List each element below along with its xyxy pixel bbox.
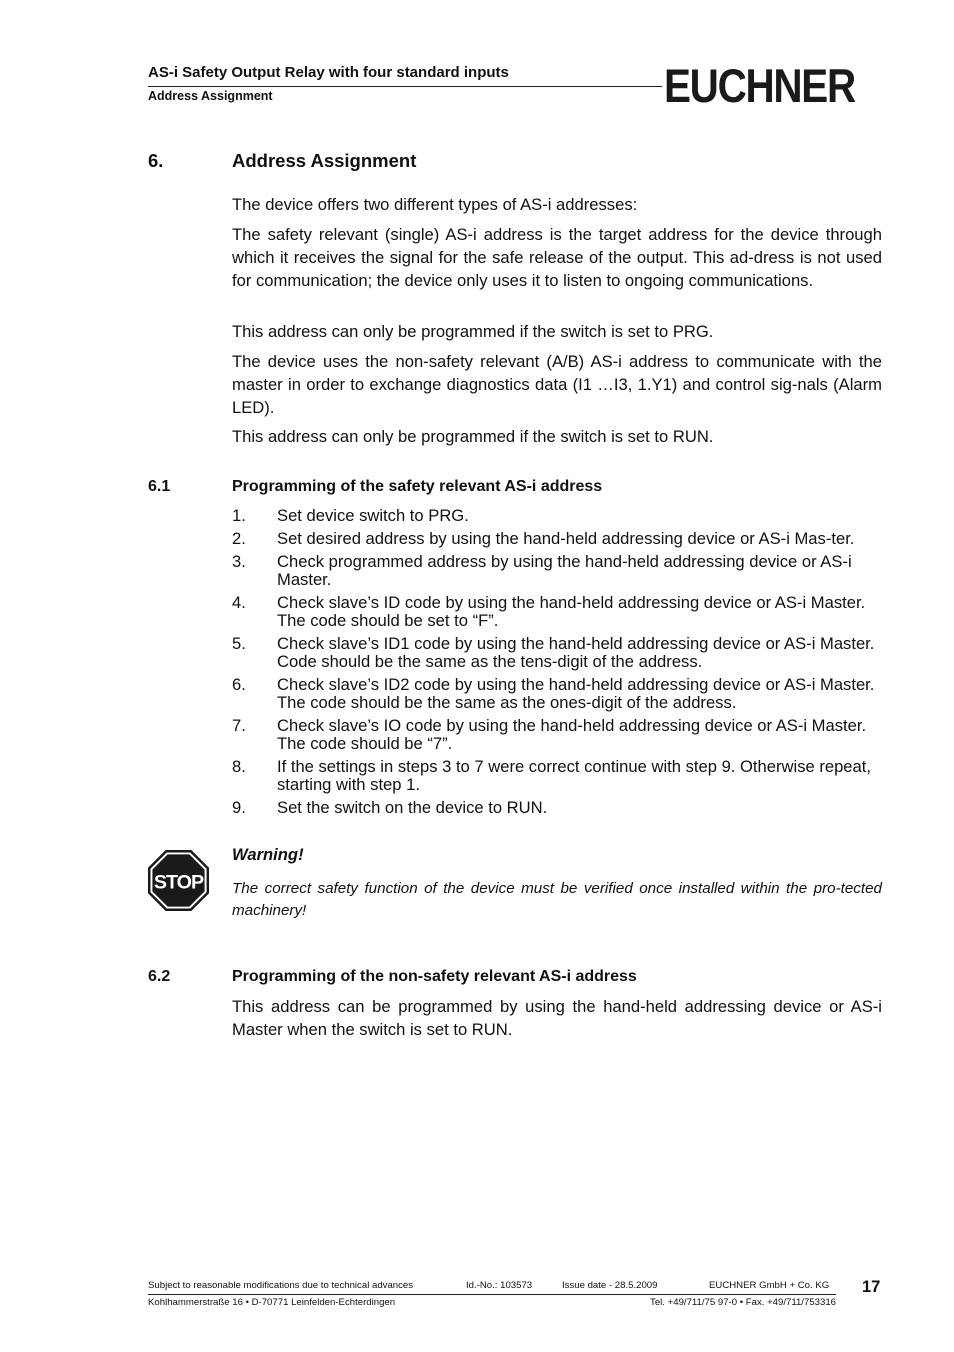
document-title: AS-i Safety Output Relay with four standard inputs xyxy=(148,64,509,81)
stop-sign-icon xyxy=(147,849,210,912)
section-6-2-number: 6.2 xyxy=(148,968,171,985)
step-text: Check slave’s ID code by using the hand-held addressing device or AS-i Master. The code should be set to “F”. xyxy=(277,593,866,630)
section-6-paragraph-1: The device offers two different types of AS-i addresses: xyxy=(232,195,638,214)
step-text: Check slave’s ID2 code by using the hand-held addressing device or AS-i Master. The code should be the same as the ones-digit of the address. xyxy=(277,675,875,712)
warning-text: The correct safety function of the device must be verified once installed within the pro-tected machinery! xyxy=(232,880,882,919)
footer-company: EUCHNER GmbH + Co. KG xyxy=(709,1280,830,1291)
section-6-paragraph-5: This address can only be programmed if the switch is set to RUN. xyxy=(232,427,714,446)
step-text: Check slave’s IO code by using the hand-held addressing device or AS-i Master. The code should be “7”. xyxy=(277,716,867,753)
footer-contact: Tel. +49/711/75 97-0 • Fax. +49/711/753316 xyxy=(650,1297,836,1308)
step-number: 6. xyxy=(232,675,246,694)
step-number: 5. xyxy=(232,634,246,653)
list-item xyxy=(232,799,882,817)
warning-title: Warning! xyxy=(232,845,304,864)
step-number: 2. xyxy=(232,529,246,548)
step-number: 9. xyxy=(232,798,246,817)
step-text: Check slave’s ID1 code by using the hand-held addressing device or AS-i Master. Code should be the same as the tens-digit of the address. xyxy=(277,634,875,671)
section-6-title: Address Assignment xyxy=(232,150,417,171)
step-text: If the settings in steps 3 to 7 were correct continue with step 9. Otherwise repeat, starting with step 1. xyxy=(277,757,871,794)
step-text: Set desired address by using the hand-held addressing device or AS-i Mas-ter. xyxy=(277,529,855,548)
footer-address: Kohlhammerstraße 16 • D-70771 Leinfelden-Echterdingen xyxy=(148,1297,396,1308)
page-number: 17 xyxy=(862,1278,881,1296)
list-item xyxy=(232,758,882,794)
section-6-1-title: Programming of the safety relevant AS-i address xyxy=(232,478,603,495)
list-item xyxy=(232,553,882,589)
list-item xyxy=(232,530,882,548)
footer-note: Subject to reasonable modifications due to technical advances xyxy=(148,1280,414,1291)
programming-steps-list xyxy=(232,507,882,822)
step-number: 4. xyxy=(232,593,246,612)
step-number: 1. xyxy=(232,506,246,525)
section-6-number: 6. xyxy=(148,150,164,171)
section-6-2-paragraph: This address can be programmed by using the hand-held addressing device or AS-i Master when the switch is set to RUN. xyxy=(232,997,882,1039)
footer-issue-date: Issue date - 28.5.2009 xyxy=(562,1280,658,1291)
list-item xyxy=(232,507,882,525)
step-number: 7. xyxy=(232,716,246,735)
footer-divider xyxy=(148,1294,836,1295)
section-6-paragraph-3: This address can only be programmed if the switch is set to PRG. xyxy=(232,322,714,341)
document-subtitle: Address Assignment xyxy=(148,89,273,103)
step-text: Set device switch to PRG. xyxy=(277,506,469,525)
section-6-1-number: 6.1 xyxy=(148,478,171,495)
list-item xyxy=(232,717,882,753)
list-item xyxy=(232,676,882,712)
header-divider xyxy=(148,86,662,87)
step-text: Check programmed address by using the hand-held addressing device or AS-i Master. xyxy=(277,552,852,589)
euchner-logo: EUCHNER xyxy=(664,59,855,112)
footer-id-number: Id.-No.: 103573 xyxy=(466,1280,533,1291)
section-6-paragraph-2: The safety relevant (single) AS-i address is the target address for the device through which it receives the signal for the safe release of the output. This ad-dress is not used for communication; the device only uses it to listen to ongoing communications. xyxy=(232,225,882,290)
step-number: 3. xyxy=(232,552,246,571)
list-item xyxy=(232,594,882,630)
list-item xyxy=(232,635,882,671)
step-text: Set the switch on the device to RUN. xyxy=(277,798,548,817)
stop-sign-label: STOP xyxy=(153,871,204,894)
section-6-2-title: Programming of the non-safety relevant AS-i address xyxy=(232,968,637,985)
step-number: 8. xyxy=(232,757,246,776)
section-6-paragraph-4: The device uses the non-safety relevant (A/B) AS-i address to communicate with the master in order to exchange diagnostics data (I1 …I3, 1.Y1) and control sig-nals (Alarm LED). xyxy=(232,352,882,417)
